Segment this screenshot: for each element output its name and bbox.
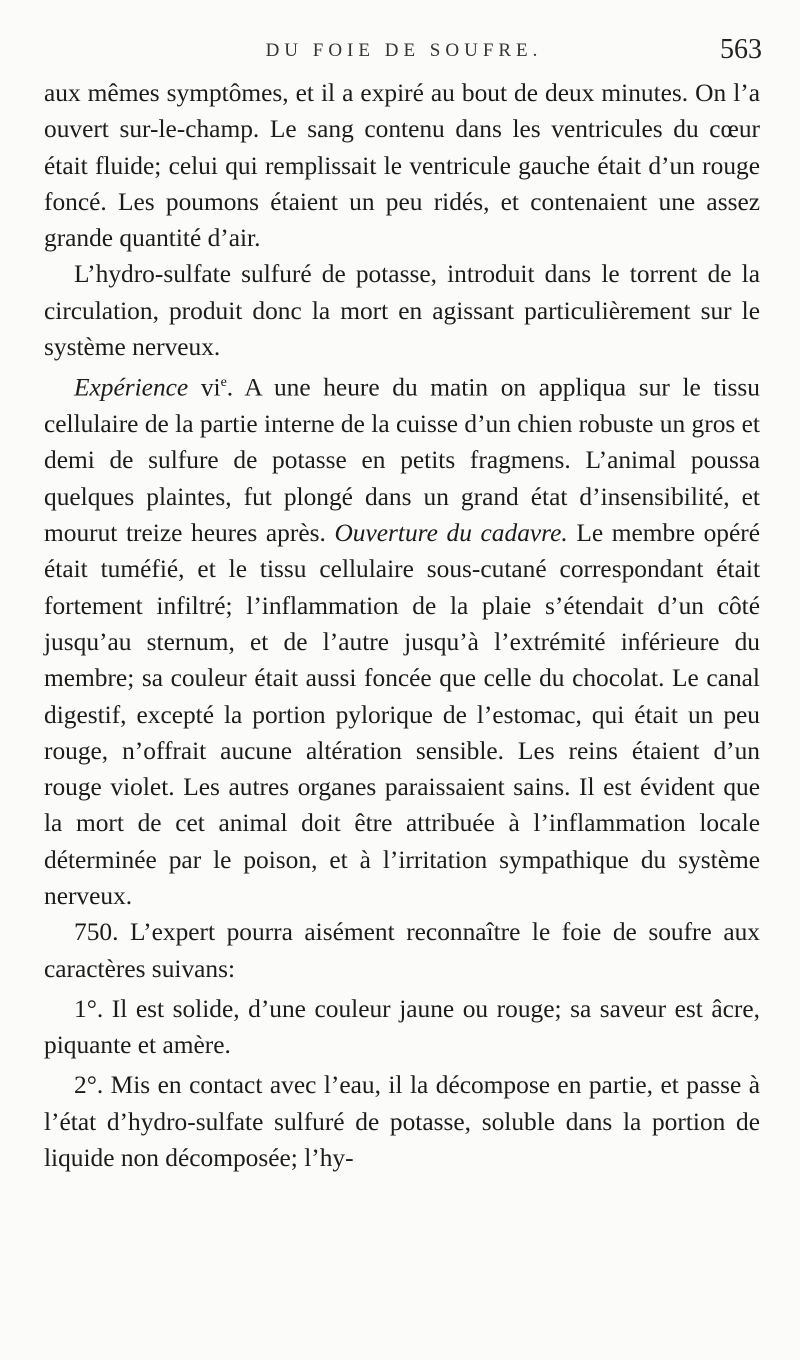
characteristic-2: 2°. Mis en contact avec l’eau, il la décompose en partie, et passe à l’état d’hydro-sulfate sulfuré de potasse, soluble dans la portion de liquide non décomposée; l’hy- (44, 1071, 760, 1173)
paragraph-conclusion: L’hydro-sulfate sulfuré de potasse, introduit dans le torrent de la circulation, produit donc la mort en agissant particulièrement sur le système nerveux. (44, 260, 760, 362)
characteristic-1: 1°. Il est solide, d’une couleur jaune ou rouge; sa saveur est âcre, piquante et amère. (44, 994, 760, 1060)
paragraph-750: 750. L’expert pourra aisément reconnaître le foie de soufre aux caractères suivans: (44, 918, 760, 983)
experiment-text-b: Le membre opéré était tuméfié, et le tissu cellulaire sous-cutané correspondant était fortement infiltré; l’inflammation de la plaie s’étendait d’un côté jusqu’au sternum, et de l’autre jusqu’à l’extrémité inférieure du membre; sa couleur était aussi foncée que celle du chocolat. Le canal digestif, excepté la portion pylorique de l’estomac, qui était un peu rouge, n’offrait aucune altération sensible. Les reins étaient d’un rouge violet. Les autres organes paraissaient sains. Il est évident que la mort de cet animal doit être attribuée à l’inflammation locale déterminée par le poison, et à l’irritation sympathique du système nerveux. (44, 519, 760, 910)
paragraph-experiment-6 (44, 365, 760, 914)
experiment-ordinal-suffix: e (220, 375, 227, 391)
experiment-label: Expérience (74, 373, 189, 402)
paragraph-continuation: aux mêmes symptômes, et il a expiré au bout de deux minutes. On l’a ouvert sur-le-champ. Le sang contenu dans les ventricules du cœur était fluide; celui qui remplissait le ventricule gauche était d’un rouge foncé. Les poumons étaient un peu ridés, et contenaient une assez grande quantité d’air. (44, 79, 760, 253)
experiment-text-a: . A une heure du matin on appliqua sur le tissu cellulaire de la partie interne de la cuisse d’un chien robuste un gros et demi de sulfure de potasse en petits fragmens. L’animal poussa quelques plaintes, fut plongé dans un grand état d’insensibilité, et mourut treize heures après. (44, 373, 760, 548)
body-text (44, 75, 760, 1176)
experiment-ordinal: vi (200, 373, 221, 402)
autopsy-heading: Ouverture du cadavre. (334, 519, 568, 548)
page-number: 563 (720, 34, 762, 65)
page-header (46, 34, 762, 74)
running-title: DU FOIE DE SOUFRE. (265, 40, 543, 61)
